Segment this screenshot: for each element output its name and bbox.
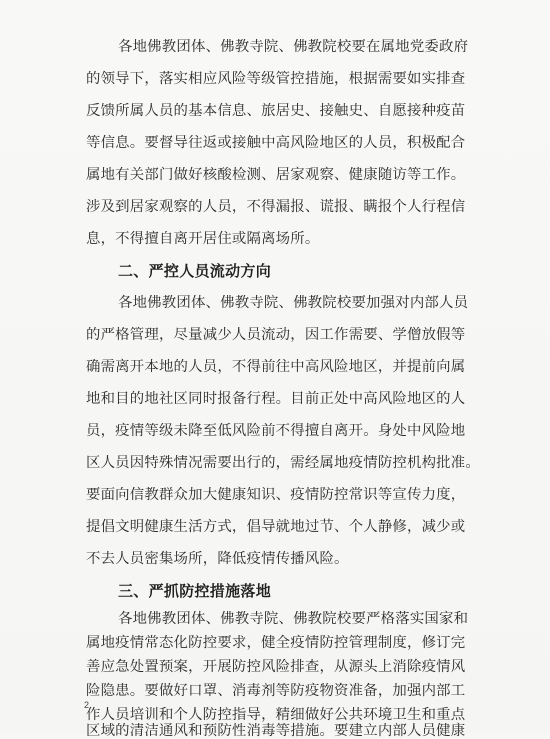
section-heading-2: 二、严控人员流动方向 xyxy=(118,262,272,280)
paragraph-2-line-3: 确需离开本地的人员，不得前往中高风险地区，并提前向属 xyxy=(86,359,466,375)
paragraph-2-line-6: 区人员因特殊情况需要出行的，需经属地疫情防控机构批准。 xyxy=(86,455,480,471)
paragraph-1-line-4: 等信息。要督导往返或接触中高风险地区的人员，积极配合 xyxy=(86,135,466,151)
paragraph-3-line-6: 区域的清洁通风和预防性消毒等措施。要建立内部人员健康 xyxy=(86,723,466,739)
paragraph-1-line-1: 各地佛教团体、佛教寺院、佛教院校要在属地党委政府 xyxy=(118,39,469,55)
paragraph-2-line-7: 要面向信教群众加大健康知识、疫情防控常识等宣传力度， xyxy=(86,487,466,503)
page-number: 2 xyxy=(84,700,90,710)
paragraph-1-line-5: 属地有关部门做好核酸检测、居家观察、健康随访等工作。 xyxy=(86,167,466,183)
section-heading-3: 三、严抓防控措施落地 xyxy=(118,582,272,600)
paragraph-1-line-6: 涉及到居家观察的人员，不得漏报、谎报、瞒报个人行程信 xyxy=(86,199,466,215)
paragraph-3-line-5: 作人员培训和个人防控指导，精细做好公共环境卫生和重点 xyxy=(86,707,466,723)
paragraph-3-line-2: 属地疫情常态化防控要求，健全疫情防控管理制度，修订完 xyxy=(86,635,466,651)
paragraph-2-line-4: 地和目的地社区同时报备行程。目前正处中高风险地区的人 xyxy=(86,391,466,407)
paragraph-3-line-4: 险隐患。要做好口罩、消毒剂等防疫物资准备，加强内部工 xyxy=(86,683,466,699)
paragraph-2-line-2: 的严格管理，尽量减少人员流动，因工作需要、学僧放假等 xyxy=(86,327,466,343)
paragraph-1-line-3: 反馈所属人员的基本信息、旅居史、接触史、自愿接种疫苗 xyxy=(86,103,466,119)
paragraph-3-line-3: 善应急处置预案，开展防控风险排查，从源头上消除疫情风 xyxy=(86,659,466,675)
paragraph-1-line-7: 息，不得擅自离开居住或隔离场所。 xyxy=(86,231,320,247)
paragraph-2-line-9: 不去人员密集场所，降低疫情传播风险。 xyxy=(86,551,349,567)
paragraph-1-line-2: 的领导下，落实相应风险等级管控措施，根据需要如实排查 xyxy=(86,71,466,87)
paragraph-2-line-8: 提倡文明健康生活方式，倡导就地过节、个人静修，减少或 xyxy=(86,519,466,535)
paragraph-3-line-1: 各地佛教团体、佛教寺院、佛教院校要严格落实国家和 xyxy=(118,611,469,627)
paragraph-2-line-1: 各地佛教团体、佛教寺院、佛教院校要加强对内部人员 xyxy=(118,295,469,311)
paragraph-2-line-5: 员，疫情等级未降至低风险前不得擅自离开。身处中风险地 xyxy=(86,423,466,439)
